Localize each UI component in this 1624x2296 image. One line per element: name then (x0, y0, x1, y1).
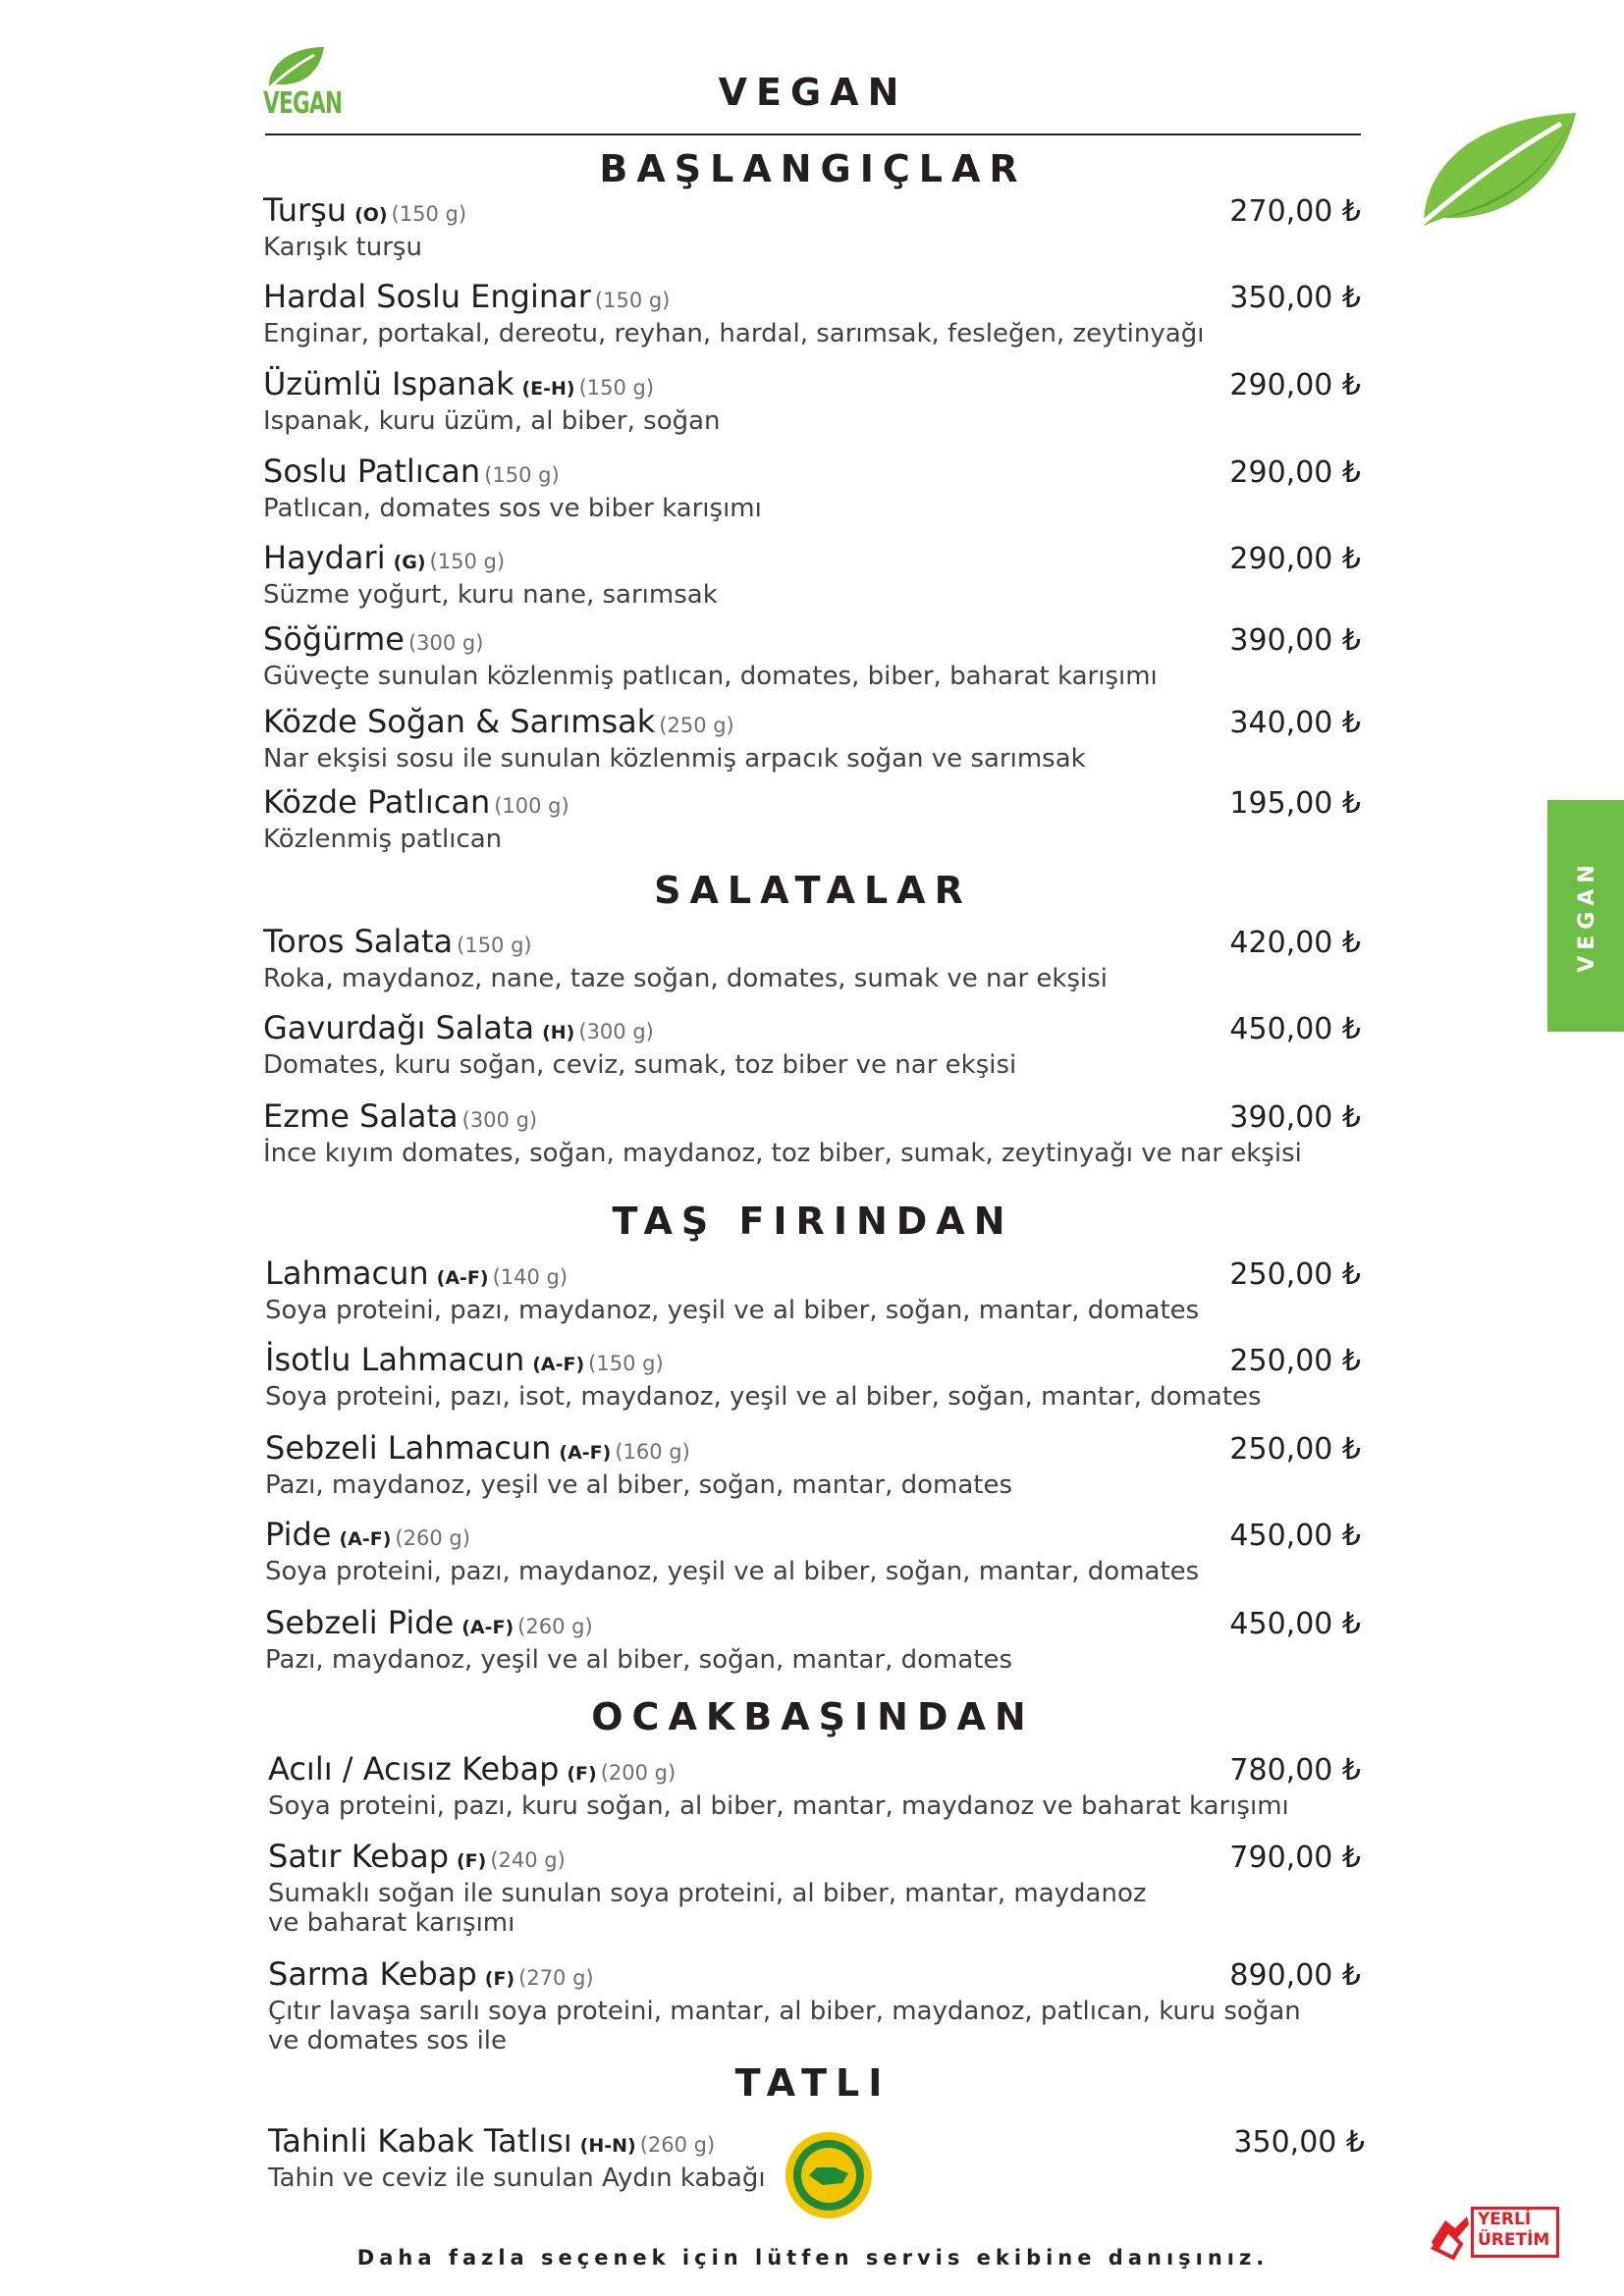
menu-item-weight: (150 g) (457, 934, 532, 957)
section-title: OCAKBAŞINDAN (591, 1695, 1035, 1738)
menu-item[interactable] (263, 453, 1361, 523)
menu-item[interactable] (263, 539, 1361, 610)
menu-item-price: 340,00 ₺ (1229, 706, 1361, 740)
menu-item-price: 390,00 ₺ (1229, 623, 1361, 658)
menu-item[interactable] (268, 1750, 1361, 1821)
menu-item[interactable] (263, 1097, 1361, 1168)
allergen-code: (H) (542, 1022, 575, 1043)
menu-item-title (263, 191, 466, 229)
menu-item-title (263, 923, 532, 960)
menu-item[interactable] (263, 1009, 1361, 1080)
menu-item-header (265, 1604, 1361, 1641)
yerli-uretim-badge (1428, 2203, 1561, 2262)
menu-item-header (263, 620, 1361, 658)
menu-item-description: Çıtır lavaşa sarılı soya proteini, mantar, al biber, maydanoz, patlıcan, kuru soğan (268, 1997, 1301, 2026)
menu-item-description: Domates, kuru soğan, ceviz, sumak, toz biber ve nar ekşisi (263, 1050, 1017, 1080)
menu-item-title (265, 1429, 690, 1467)
menu-item-price: 290,00 ₺ (1229, 455, 1361, 490)
section-title: SALATALAR (654, 869, 972, 912)
menu-item-header (265, 1429, 1361, 1467)
menu-item-description: Soya proteini, pazı, maydanoz, yeşil ve al biber, soğan, mantar, domates (265, 1296, 1200, 1325)
menu-item-weight: (300 g) (407, 631, 484, 655)
menu-item-header (268, 1750, 1361, 1788)
menu-item[interactable] (265, 1255, 1361, 1325)
menu-item[interactable] (263, 365, 1361, 436)
menu-item-price: 450,00 ₺ (1229, 1519, 1361, 1553)
menu-item-price: 250,00 ₺ (1229, 1344, 1361, 1378)
menu-item-title (268, 1838, 566, 1875)
menu-item-title (263, 278, 670, 315)
menu-item-price: 270,00 ₺ (1229, 194, 1361, 229)
menu-item-name: Pide (265, 1516, 332, 1553)
menu-item-description: Ispanak, kuru üzüm, al biber, soğan (263, 406, 721, 436)
menu-item-description: Sumaklı soğan ile sunulan soya proteini, al biber, mantar, maydanoz (268, 1879, 1147, 1908)
menu-item-price: 450,00 ₺ (1229, 1012, 1361, 1046)
menu-item-price: 450,00 ₺ (1229, 1607, 1361, 1641)
allergen-code: (G) (393, 552, 426, 573)
menu-item-weight: (240 g) (490, 1848, 566, 1872)
menu-item-weight: (250 g) (659, 714, 734, 737)
menu-item-name: Tahinli Kabak Tatlısı (268, 2122, 572, 2160)
menu-item-name: Gavurdağı Salata (263, 1009, 535, 1046)
menu-item-title (263, 365, 654, 402)
menu-item-name: Sebzeli Lahmacun (265, 1429, 552, 1467)
menu-item-header (263, 278, 1361, 315)
menu-item-name: Sebzeli Pide (265, 1604, 455, 1641)
menu-item-price: 350,00 ₺ (1229, 281, 1361, 315)
menu-item-weight: (200 g) (600, 1761, 677, 1785)
menu-item-title (263, 539, 505, 576)
menu-item-weight: (150 g) (391, 202, 467, 226)
menu-item-price: 290,00 ₺ (1229, 368, 1361, 402)
allergen-code: (H-N) (579, 2135, 636, 2157)
menu-item-name: Haydari (263, 539, 386, 576)
menu-item[interactable] (263, 923, 1361, 993)
menu-item-title (268, 2122, 715, 2160)
menu-item-description: Pazı, maydanoz, yeşil ve al biber, soğan, mantar, domates (265, 1645, 1013, 1675)
menu-item[interactable] (268, 1838, 1361, 1938)
menu-item-header (265, 1341, 1361, 1378)
menu-item-description: Soya proteini, pazı, maydanoz, yeşil ve al biber, soğan, mantar, domates (265, 1557, 1200, 1586)
menu-item-weight: (150 g) (588, 1352, 664, 1375)
allergen-code: (A-F) (461, 1617, 514, 1638)
side-tab-vegan[interactable] (1547, 800, 1624, 1032)
menu-item-description: Karışık turşu (263, 233, 422, 262)
menu-item-title (263, 453, 560, 490)
badge-line1: YERLİ (1478, 2210, 1532, 2229)
menu-item-description: Soya proteini, pazı, isot, maydanoz, yeşil ve al biber, soğan, mantar, domates (265, 1382, 1262, 1412)
menu-item-price: 290,00 ₺ (1229, 542, 1361, 576)
menu-item-title (263, 1009, 654, 1046)
menu-item-price: 780,00 ₺ (1229, 1753, 1361, 1788)
menu-item-title (268, 1955, 594, 1993)
menu-item-title (265, 1341, 664, 1378)
menu-item-weight: (150 g) (484, 463, 560, 487)
menu-item-name: Közde Soğan & Sarımsak (263, 703, 656, 740)
menu-item-description: Roka, maydanoz, nane, taze soğan, domates, sumak ve nar ekşisi (263, 964, 1109, 993)
menu-item-weight: (260 g) (517, 1615, 593, 1638)
menu-item-header (263, 453, 1361, 490)
menu-item[interactable] (265, 1516, 1361, 1586)
allergen-code: (O) (354, 204, 388, 226)
menu-item-price: 790,00 ₺ (1229, 1841, 1361, 1875)
menu-item-name: Turşu (263, 191, 348, 229)
menu-item-weight: (260 g) (639, 2133, 716, 2157)
allergen-code: (A-F) (532, 1354, 585, 1375)
menu-item-name: Ezme Salata (263, 1097, 459, 1135)
menu-item-price: 195,00 ₺ (1229, 786, 1361, 821)
menu-item-name: Toros Salata (263, 923, 454, 960)
menu-item-name: Üzümlü Ispanak (263, 365, 514, 402)
menu-item-header (263, 783, 1361, 821)
menu-item-description: Közlenmiş patlıcan (263, 825, 503, 854)
menu-item-title (268, 1750, 676, 1788)
footer-note: Daha fazla seçenek için lütfen servis ekibine danışınız. (356, 2246, 1270, 2269)
menu-item-header (263, 191, 1361, 229)
menu-item-weight: (260 g) (395, 1526, 470, 1550)
section-title: TAŞ FIRINDAN (612, 1200, 1014, 1243)
menu-item-weight: (100 g) (494, 794, 569, 818)
menu-item-name: Közde Patlıcan (263, 783, 491, 821)
menu-item-description: Soya proteini, pazı, kuru soğan, al biber, mantar, maydanoz ve baharat karışımı (268, 1791, 1289, 1821)
allergen-code: (F) (567, 1763, 597, 1785)
menu-item-name: Acılı / Acısız Kebap (268, 1750, 560, 1788)
menu-item-weight: (150 g) (429, 550, 506, 573)
menu-item-price: 890,00 ₺ (1229, 1958, 1361, 1993)
allergen-code: (A-F) (559, 1442, 612, 1464)
menu-item[interactable] (263, 191, 1361, 262)
menu-item[interactable] (268, 1955, 1361, 2056)
side-tab-label: VEGAN (1574, 859, 1599, 973)
menu-item[interactable] (263, 278, 1361, 348)
menu-item-name: Lahmacun (265, 1255, 429, 1292)
menu-item-description: Güveçte sunulan közlenmiş patlıcan, domates, biber, baharat karışımı (263, 662, 1158, 691)
menu-item-weight: (300 g) (461, 1108, 538, 1132)
menu-item-title (263, 620, 483, 658)
menu-item-title (265, 1255, 568, 1292)
page-title: VEGAN (718, 71, 908, 114)
menu-item-name: İsotlu Lahmacun (265, 1341, 525, 1378)
menu-item-description: Patlıcan, domates sos ve biber karışımı (263, 494, 762, 523)
menu-item-header (268, 1955, 1361, 1993)
allergen-code: (A-F) (339, 1528, 392, 1550)
menu-item-header (265, 1255, 1361, 1292)
menu-item-title (265, 1604, 593, 1641)
menu-item[interactable] (263, 783, 1361, 854)
menu-item-header (263, 539, 1361, 576)
badge-line2: ÜRETİM (1478, 2230, 1550, 2250)
menu-item-description: İnce kıyım domates, soğan, maydanoz, toz biber, sumak, zeytinyağı ve nar ekşisi (263, 1139, 1302, 1168)
menu-item-title (263, 783, 569, 821)
menu-item-price: 390,00 ₺ (1229, 1100, 1361, 1135)
menu-item-weight: (140 g) (492, 1265, 568, 1289)
menu-item-weight: (150 g) (594, 289, 671, 312)
menu-item-description: Pazı, maydanoz, yeşil ve al biber, soğan, mantar, domates (265, 1470, 1013, 1500)
menu-item-header (265, 1516, 1361, 1553)
menu-item-title (265, 1516, 470, 1553)
section-title: BAŞLANGIÇLAR (599, 147, 1027, 190)
menu-item-name: Hardal Soslu Enginar (263, 278, 591, 315)
menu-item-name: Soslu Patlıcan (263, 453, 481, 490)
menu-item-weight: (160 g) (615, 1440, 690, 1464)
menu-item-description: Nar ekşisi sosu ile sunulan közlenmiş arpacık soğan ve sarımsak (263, 744, 1086, 774)
vegan-logo-text: VEGAN (263, 86, 343, 121)
menu-item-description-cont: ve baharat karışımı (268, 1908, 515, 1938)
menu-item-weight: (300 g) (578, 1020, 654, 1043)
menu-item-name: Satır Kebap (268, 1838, 449, 1875)
menu-item[interactable] (265, 1604, 1361, 1675)
menu-item-name: Sarma Kebap (268, 1955, 477, 1993)
menu-item[interactable] (265, 1429, 1361, 1500)
leaf-icon (1404, 108, 1581, 236)
menu-item-title (263, 703, 734, 740)
menu-item-description: Enginar, portakal, dereotu, reyhan, hardal, sarımsak, fesleğen, zeytinyağı (263, 319, 1205, 348)
geographical-indication-seal-icon (784, 2130, 874, 2220)
menu-item-description: Süzme yoğurt, kuru nane, sarımsak (263, 580, 718, 610)
menu-item-title (263, 1097, 537, 1135)
menu-item-header (263, 703, 1361, 740)
menu-item-price: 250,00 ₺ (1229, 1432, 1361, 1467)
allergen-code: (F) (457, 1850, 487, 1872)
allergen-code: (F) (484, 1968, 515, 1990)
yerli-uretim-text (1471, 2207, 1559, 2258)
menu-item-price: 350,00 ₺ (1233, 2125, 1365, 2160)
menu-item-header (263, 1009, 1361, 1046)
menu-item[interactable] (263, 703, 1361, 774)
menu-item[interactable] (263, 620, 1361, 691)
menu-item-header (263, 1097, 1361, 1135)
menu-item-header (263, 365, 1361, 402)
allergen-code: (A-F) (436, 1267, 489, 1289)
menu-item-weight: (150 g) (578, 376, 655, 400)
menu-item-header (268, 1838, 1361, 1875)
menu-item-description: Tahin ve ceviz ile sunulan Aydın kabağı (268, 2163, 766, 2193)
menu-item-price: 420,00 ₺ (1229, 926, 1361, 960)
menu-item-price: 250,00 ₺ (1229, 1257, 1361, 1292)
allergen-code: (E-H) (521, 378, 575, 400)
menu-item-name: Söğürme (263, 620, 405, 658)
menu-item-description-cont: ve domates sos ile (268, 2026, 508, 2056)
menu-item-header (263, 923, 1361, 960)
menu-item-weight: (270 g) (518, 1966, 594, 1990)
menu-item[interactable] (265, 1341, 1361, 1412)
title-divider (265, 133, 1361, 135)
section-title: TATLI (734, 2061, 892, 2105)
hands-icon (1428, 2203, 1473, 2262)
